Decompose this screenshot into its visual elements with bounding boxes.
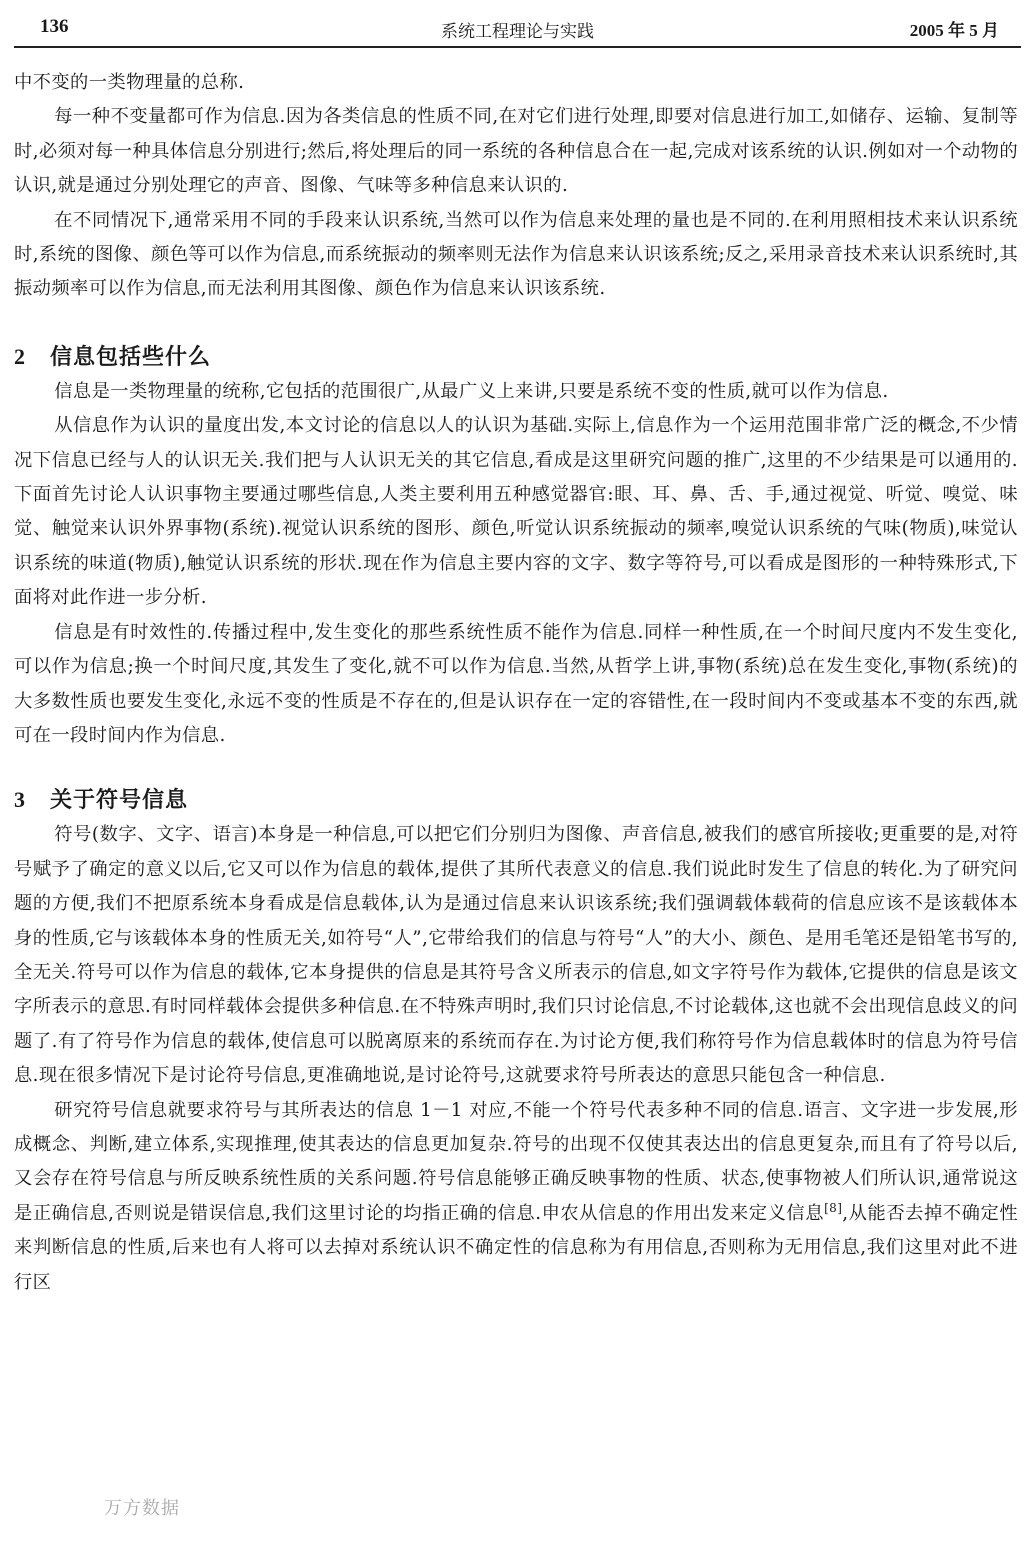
section-heading (14, 340, 1018, 375)
paragraph: 中不变的一类物理量的总称. (14, 72, 245, 93)
article-body (14, 66, 1018, 1300)
section-number: 2 (14, 343, 26, 369)
page-number: 136 (40, 16, 69, 37)
section-number: 3 (14, 787, 26, 813)
paragraph: 信息是一类物理量的统称,它包括的范围很广,从最广义上来讲,只要是系统不变的性质,就可以作为信息. (54, 380, 889, 402)
section-title: 信息包括些什么 (50, 344, 212, 370)
issue-date: 2005 年 5 月 (909, 21, 999, 40)
journal-title: 系统工程理论与实践 (441, 22, 594, 41)
page-header (14, 8, 1021, 48)
section-gap (14, 753, 1018, 783)
paragraph (14, 1094, 1018, 1300)
paragraph-text: ,从能否去掉不确定性来判断信息的性质,后来也有人将可以去掉对系统认识不确定性的信息称为有用信息,否则称为无用信息,我们这里对此不进行区 (14, 1202, 1019, 1293)
paragraph-text: 研究符号信息就要求符号与其所表达的信息 1－1 对应,不能一个符号代表多种不同的信息.语言、文字进一步发展,形成概念、判断,建立体系,实现推理,使其表达的信息更加复杂.符号的出现不仅使其表达出的信息更复杂,而且有了符号以后,又会存在符号信息与所反映系统性质的关系问题.符号信息能够正确反映事物的性质、状态,使事物被人们所认识,通常说这是正确信息,否则说是错误信息,我们这里讨论的均指正确的信息.申农从信息的作用出发来定义信息 (14, 1099, 1018, 1224)
citation-reference[interactable]: [8] (824, 1200, 843, 1215)
watermark: 万方数据 (104, 1498, 180, 1519)
paragraph: 从信息作为认识的量度出发,本文讨论的信息以人的认识为基础.实际上,信息作为一个运用范围非常广泛的概念,不少情况下信息已经与人的认识无关.我们把与人认识无关的其它信息,看成是这里研究问题的推广,这里的不少结果是可以通用的.下面首先讨论人认识事物主要通过哪些信息,人类主要利用五种感觉器官:眼、耳、鼻、舌、手,通过视觉、听觉、嗅觉、味觉、触觉来认识外界事物(系统).视觉认识系统的图形、颜色,听觉认识系统振动的频率,嗅觉认识系统的气味(物质),味觉认识系统的味道(物质),触觉认识系统的形状.现在作为信息主要内容的文字、数字等符号,可以看成是图形的一种特殊形式,下面将对此作进一步分析. (14, 415, 1018, 609)
section-title: 关于符号信息 (50, 788, 189, 814)
paragraph: 每一种不变量都可作为信息.因为各类信息的性质不同,在对它们进行处理,即要对信息进行加工,如储存、运输、复制等时,必须对每一种具体信息分别进行;然后,将处理后的同一系统的各种信息合在一起,完成对该系统的认识.例如对一个动物的认识,就是通过分别处理它的声音、图像、气味等多种信息来认识的. (14, 106, 1018, 197)
paragraph: 在不同情况下,通常采用不同的手段来认识系统,当然可以作为信息来处理的量也是不同的.在利用照相技术来认识系统时,系统的图像、颜色等可以作为信息,而系统振动的频率则无法作为信息来认识该系统;反之,采用录音技术来认识系统时,其振动频率可以作为信息,而无法利用其图像、颜色作为信息来认识该系统. (14, 209, 1018, 300)
section-gap (14, 307, 1018, 340)
paragraph: 符号(数字、文字、语言)本身是一种信息,可以把它们分别归为图像、声音信息,被我们的感官所接收;更重要的是,对符号赋予了确定的意义以后,它又可以作为信息的载体,提供了其所代表意义的信息.我们说此时发生了信息的转化.为了研究问题的方便,我们不把原系统本身看成是信息载体,认为是通过信息来认识该系统;我们强调载体载荷的信息应该不是该载体本身的性质,它与该载体本身的性质无关,如符号“人”,它带给我们的信息与符号“人”的大小、颜色、是用毛笔还是铅笔书写的,全无关.符号可以作为信息的载体,它本身提供的信息是其符号含义所表示的信息,如文字符号作为载体,它提供的信息是该文字所表示的意思.有时同样载体会提供多种信息.在不特殊声明时,我们只讨论信息,不讨论载体,这也就不会出现信息歧义的问题了.有了符号作为信息的载体,使信息可以脱离原来的系统而存在.为讨论方便,我们称符号作为信息载体时的信息为符号信息.现在很多情况下是讨论符号信息,更准确地说,是讨论符号,这就要求符号所表达的意思只能包含一种信息. (14, 824, 1018, 1087)
paragraph: 信息是有时效性的.传播过程中,发生变化的那些系统性质不能作为信息.同样一种性质,在一个时间尺度内不发生变化,可以作为信息;换一个时间尺度,其发生了变化,就不可以作为信息.当然,从哲学上讲,事物(系统)总在发生变化,事物(系统)的大多数性质也要发生变化,永远不变的性质是不存在的,但是认识存在一定的容错性,在一段时间内不变或基本不变的东西,就可在一段时间内作为信息. (14, 621, 1018, 746)
section-heading (14, 783, 1018, 818)
